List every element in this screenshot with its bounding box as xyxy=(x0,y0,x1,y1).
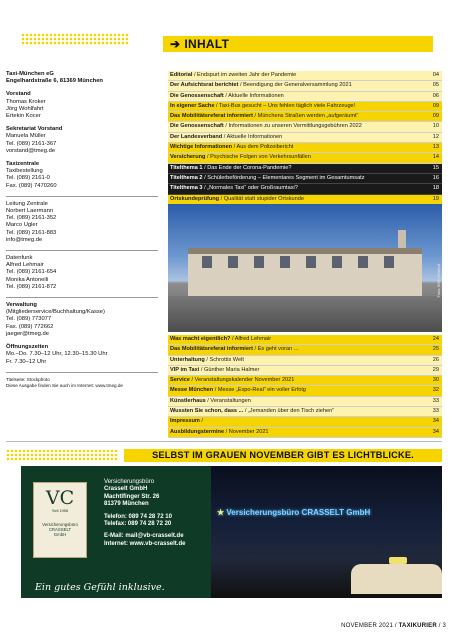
toc-entry[interactable] xyxy=(168,164,442,174)
toc-entry-page: 18 xyxy=(432,185,439,192)
toc-entry-title xyxy=(168,377,294,383)
toc-entry-subtitle: / Aktuelle Informationen xyxy=(223,92,284,99)
toc-entry-section: Messe München xyxy=(170,387,214,394)
taxizentrale-line: Fax. (089) 7470260 xyxy=(6,182,57,189)
toc-entry-section: VIP im Taxi xyxy=(170,366,200,373)
toc-entry[interactable] xyxy=(168,366,442,376)
toc-entry-title xyxy=(168,82,352,88)
logo-line: CRASSELT xyxy=(48,527,72,532)
verwaltung-line: Fax. (089) 772662 xyxy=(6,323,54,330)
contents-header xyxy=(163,36,433,52)
toc-entry-title xyxy=(168,387,306,393)
toc-entry-title xyxy=(168,185,298,191)
window xyxy=(306,256,316,268)
toc-entry-page: 19 xyxy=(432,195,439,202)
toc-entry-subtitle: / Günther Maria Halmer xyxy=(199,366,260,373)
toc-entry-section: Titelthema 3 xyxy=(170,185,203,192)
toc-entry-section: Die Genossenschaft xyxy=(170,123,224,130)
toc-entry-title xyxy=(168,196,304,202)
toc-entry[interactable] xyxy=(168,112,442,122)
ad-company: Crasselt GmbH xyxy=(104,486,148,493)
sekretariat-block xyxy=(6,126,158,155)
toc-entry-title xyxy=(168,72,296,78)
toc-entry-page: 10 xyxy=(432,123,439,130)
toc-entry-title xyxy=(168,367,259,373)
toc-entry[interactable] xyxy=(168,81,442,91)
ad-city: 81379 München xyxy=(104,501,149,508)
window xyxy=(384,256,394,268)
ad-slogan: Ein gutes Gefühl inklusive. xyxy=(35,582,165,593)
org-name: Taxi-München eG xyxy=(6,71,54,77)
toc-entry-page: 09 xyxy=(432,102,439,109)
street xyxy=(168,296,442,332)
toc-entry-section: Ortskundeprüfung xyxy=(170,195,220,202)
toc-entry-page: 29 xyxy=(432,366,439,373)
taxizentrale-line: Tel. (089) 2161-0 xyxy=(6,175,50,182)
toc-entry-page: 13 xyxy=(432,144,439,151)
toc-entry-page: 32 xyxy=(432,387,439,394)
toc-entry[interactable] xyxy=(168,153,442,163)
toc-entry-section: Das Mobilitätsreferat informiert xyxy=(170,113,253,120)
toc-entry[interactable] xyxy=(168,174,442,184)
oeffnung-block xyxy=(6,344,158,366)
contact-column xyxy=(6,71,158,389)
ad-night-photo xyxy=(211,466,442,598)
credit-line: Titelseite: Stockphoto xyxy=(6,376,50,382)
datenfunk-line: Alfred Lehmair xyxy=(6,262,44,269)
toc-entry-subtitle: / Schrottis Welt xyxy=(204,356,244,363)
toc-entry-page: 25 xyxy=(432,346,439,353)
taxi-roof-sign xyxy=(389,557,407,564)
oeffnung-line: Fr. 7.30–12 Uhr xyxy=(6,358,47,365)
banner-dot-pattern xyxy=(6,449,118,462)
ad-fax: Telefax: 089 74 28 72 20 xyxy=(104,521,172,528)
toc-entry-section: Impressum xyxy=(170,418,200,425)
arrow-right-icon: ➔ xyxy=(170,37,181,51)
toc-entry[interactable] xyxy=(168,102,442,112)
leitung-email[interactable]: info@tmeg.de xyxy=(6,236,43,243)
toc-entry[interactable] xyxy=(168,407,442,417)
toc-entry-page: 30 xyxy=(432,377,439,384)
toc-entry-subtitle: / November 2021 xyxy=(224,428,269,435)
toc-entry-title xyxy=(168,103,355,109)
toc-entry-subtitle: / „Normales Taxi“ oder Großraumtaxi? xyxy=(202,185,298,192)
toc-entry-title xyxy=(168,398,251,404)
toc-entry-page: 33 xyxy=(432,397,439,404)
toc-entry-page: 34 xyxy=(432,418,439,425)
toc-entry-section: Der Aufsichtsrat berichtet xyxy=(170,82,239,89)
footer-page: / 3 xyxy=(436,623,446,629)
footer-magazine: TAXIKURIER xyxy=(398,623,437,629)
toc-list-bottom xyxy=(168,335,442,438)
toc-entry-title xyxy=(168,357,244,363)
vorstand-heading: Vorstand xyxy=(6,91,31,98)
window xyxy=(332,256,342,268)
divider xyxy=(6,441,442,442)
toc-entry-section: Versicherung xyxy=(170,154,206,161)
oeffnung-line: Mo.–Do. 7.30–12 Uhr, 12.30–15.30 Uhr xyxy=(6,351,108,358)
toc-entry-title xyxy=(168,336,271,342)
toc-entry[interactable] xyxy=(168,345,442,355)
datenfunk-line: Tel. (089) 2161-872 xyxy=(6,283,57,290)
vorstand-name: Thomas Kroker xyxy=(6,98,46,105)
toc-entry-section: Das Mobilitätsreferat informiert xyxy=(170,346,253,353)
window xyxy=(228,256,238,268)
leitung-line: Marco Ugler xyxy=(6,222,38,229)
logo-line: Versicherungsbüro xyxy=(42,522,78,527)
toc-entry-subtitle: / Das Ende der Corona-Pandemie? xyxy=(202,164,292,171)
headline-banner: SELBST IM GRAUEN NOVEMBER GIBT ES LICHTBLICKE. xyxy=(124,449,442,462)
toc-entry-section: Wussten Sie schon, dass ... xyxy=(170,408,244,415)
datenfunk-line: Monika Antonelli xyxy=(6,276,49,283)
toc-entry-page: 06 xyxy=(432,92,439,99)
toc-entry[interactable] xyxy=(168,133,442,143)
neon-sign-text: Versicherungsbüro CRASSELT GmbH xyxy=(226,508,371,517)
toc-entry-subtitle: / Alfred Lehmair xyxy=(230,336,272,342)
divider xyxy=(6,297,158,298)
toc-entry-subtitle: / Aktuelle Informationen xyxy=(222,133,283,140)
window xyxy=(202,256,212,268)
taxi-car xyxy=(351,564,442,594)
taxizentrale-line: Taxibestellung xyxy=(6,168,43,175)
toc-entry[interactable] xyxy=(168,71,442,81)
toc-entry-page: 26 xyxy=(432,356,439,363)
contents-title-text: INHALT xyxy=(184,37,230,51)
verwaltung-block xyxy=(6,302,158,338)
toc-entry-page: 33 xyxy=(432,408,439,415)
advertisement-crasselt[interactable] xyxy=(21,466,442,598)
contents-title xyxy=(170,37,229,51)
toc-entry-subtitle: / Aus dem Polizeibericht xyxy=(232,144,294,151)
neon-sign xyxy=(217,508,437,518)
toc-entry-page: 24 xyxy=(432,336,439,342)
org-block xyxy=(6,71,158,85)
toc-entry-page: 09 xyxy=(432,113,439,120)
photo-credit: Fotos: MVG / Kirchhof xyxy=(437,264,441,298)
leitung-line: Norbert Laermann xyxy=(6,208,54,215)
org-address: Engelhardstraße 6, 81369 München xyxy=(6,78,103,85)
logo-since: Seit 1958 xyxy=(51,509,69,513)
datenfunk-line: Tel. (089) 2161-654 xyxy=(6,269,57,276)
sekretariat-heading: Sekretariat Vorstand xyxy=(6,126,63,133)
datenfunk-line: Datenfunk xyxy=(6,255,33,262)
vorstand-block xyxy=(6,91,158,120)
toc-entry-title xyxy=(168,93,284,99)
toc-entry[interactable] xyxy=(168,386,442,396)
toc-entry-section: In eigener Sache xyxy=(170,102,215,109)
toc-entry-page: 15 xyxy=(432,164,439,171)
toc-entry[interactable] xyxy=(168,376,442,386)
toc-entry-title xyxy=(168,175,365,181)
ad-contact-info xyxy=(104,479,214,548)
toc-entry-subtitle: / „Jemanden über den Tisch ziehen“ xyxy=(243,408,335,415)
toc-entry-subtitle: / Schülerbeförderung – Elementares Segment im Gesamtumsatz xyxy=(202,174,365,181)
leitung-block xyxy=(6,201,158,244)
toc-entry[interactable] xyxy=(168,335,442,345)
toc-entry-title xyxy=(168,408,334,414)
toc-entry-subtitle: / Messe „Expo-Real“ ein voller Erfolg xyxy=(213,387,306,394)
toc-entry-page: 04 xyxy=(432,72,439,78)
toc-entry[interactable] xyxy=(168,92,442,102)
verwaltung-heading: Verwaltung xyxy=(6,302,37,309)
window xyxy=(280,256,290,268)
toc-entry-title xyxy=(168,346,298,352)
taxizentrale-block xyxy=(6,161,158,190)
vorstand-name: Jörg Wohlfahrt xyxy=(6,105,44,112)
toc-entry-title xyxy=(168,134,282,140)
logo-monogram: VC xyxy=(45,487,75,509)
credits-block xyxy=(6,377,158,389)
ad-website[interactable]: Internet: www.vb-crasselt.de xyxy=(104,540,186,547)
header-dot-pattern xyxy=(21,33,129,46)
sekretariat-line: Tel. (089) 2161-367 xyxy=(6,140,57,147)
toc-entry-page: 05 xyxy=(432,82,439,89)
ad-phone: Telefon: 089 74 28 72 10 xyxy=(104,513,172,520)
toc-entry-section: Künstlerhaus xyxy=(170,397,206,404)
window xyxy=(358,256,368,268)
toc-entry-section: Der Landesverband xyxy=(170,133,223,140)
divider xyxy=(6,250,158,251)
toc-entry-subtitle: / Beendigung der Generalversammlung 2021 xyxy=(238,82,352,89)
toc-entry[interactable] xyxy=(168,417,442,427)
toc-entry-subtitle: / Es geht voran ... xyxy=(253,346,299,353)
toc-entry-subtitle: / Psychische Folgen von Verkehrsunfällen xyxy=(205,154,311,161)
toc-entry-subtitle: / Taxi-Bus gesucht – Uns fehlen täglich viele Fahrzeuge! xyxy=(214,102,356,109)
toc-entry[interactable] xyxy=(168,428,442,438)
toc-entry[interactable] xyxy=(168,122,442,132)
datenfunk-block xyxy=(6,255,158,291)
verwaltung-email[interactable]: jaeger@tmeg.de xyxy=(6,330,49,337)
toc-entry-section: Was macht eigentlich? xyxy=(170,336,231,342)
toc-entry-title xyxy=(168,123,362,129)
toc-entry-subtitle: / Informationen zu unseren Vermittlungsgebühren 2022 xyxy=(223,123,362,130)
toc-entry-section: Wichtige Informationen xyxy=(170,144,233,151)
toc-entry-section: Titelthema 1 xyxy=(170,164,203,171)
toc-entry-subtitle: / Veranstaltungskalender November 2021 xyxy=(189,377,295,384)
toc-entry-subtitle: / Qualität statt stupider Ortskunde xyxy=(219,195,304,202)
leitung-line: Tel. (089) 2161-883 xyxy=(6,229,57,236)
oeffnung-heading: Öffnungszeiten xyxy=(6,344,49,351)
toc-entry[interactable] xyxy=(168,184,442,194)
divider xyxy=(6,372,158,373)
toc-entry-subtitle: / Münchens Straßen werden „aufgeräumt“ xyxy=(253,113,359,120)
toc-entry[interactable] xyxy=(168,397,442,407)
toc-entry-subtitle: / xyxy=(199,418,203,425)
toc-entry-page: 14 xyxy=(432,154,439,161)
star-icon: ★ xyxy=(217,508,225,517)
toc-entry-section: Titelthema 2 xyxy=(170,174,203,181)
toc-entry-page: 34 xyxy=(432,428,439,435)
toc-entry-section: Die Genossenschaft xyxy=(170,92,224,99)
toc-entry-title xyxy=(168,418,203,424)
logo-line: GmbH xyxy=(53,532,67,537)
divider xyxy=(6,196,158,197)
crasselt-logo xyxy=(33,482,87,558)
cover-photo-mvg-museum xyxy=(168,204,442,332)
leitung-line: Leitung Zentrale xyxy=(6,200,48,207)
toc-entry[interactable] xyxy=(168,143,442,153)
toc-entry-section: Service xyxy=(170,377,190,384)
verwaltung-line: Tel. (089) 773077 xyxy=(6,316,52,323)
taxizentrale-heading: Taxizentrale xyxy=(6,161,40,168)
toc-entry-section: Unterhaltung xyxy=(170,356,205,363)
sekretariat-email[interactable]: vorstand@tmeg.de xyxy=(6,147,56,154)
toc-entry-section: Ausbildungstermine xyxy=(170,428,225,435)
window xyxy=(254,256,264,268)
ad-email[interactable]: E-Mail: mail@vb-crasselt.de xyxy=(104,533,184,540)
toc-entry-title xyxy=(168,113,358,119)
toc-list-top xyxy=(168,71,442,215)
toc-entry-title xyxy=(168,429,269,435)
leitung-line: Tel. (089) 2161-352 xyxy=(6,215,57,222)
sekretariat-line: Manuela Müller xyxy=(6,133,46,140)
toc-entry-section: Editorial xyxy=(170,72,193,78)
toc-entry-page: 12 xyxy=(432,133,439,140)
ad-street: Machtlfinger Str. 26 xyxy=(104,493,160,500)
credit-line: Diese Ausgabe finden Sie auch im Internet: www.tmeg.de xyxy=(6,382,123,388)
vorstand-name: Ertekin Kocer xyxy=(6,113,41,120)
toc-entry-subtitle: / Endspurt im zweiten Jahr der Pandemie xyxy=(192,72,297,78)
toc-entry-title xyxy=(168,154,311,160)
ad-line: Versicherungsbüro xyxy=(104,479,155,485)
toc-entry-title xyxy=(168,144,293,150)
toc-entry-subtitle: / Veranstaltungen xyxy=(205,397,251,404)
toc-entry-page: 16 xyxy=(432,174,439,181)
page-footer xyxy=(0,623,446,629)
toc-entry[interactable] xyxy=(168,356,442,366)
verwaltung-line: (Mitgliederservice/Buchhaltung/Kasse) xyxy=(6,309,105,316)
footer-date: NOVEMBER 2021 / xyxy=(341,623,399,629)
toc-entry-title xyxy=(168,165,291,171)
